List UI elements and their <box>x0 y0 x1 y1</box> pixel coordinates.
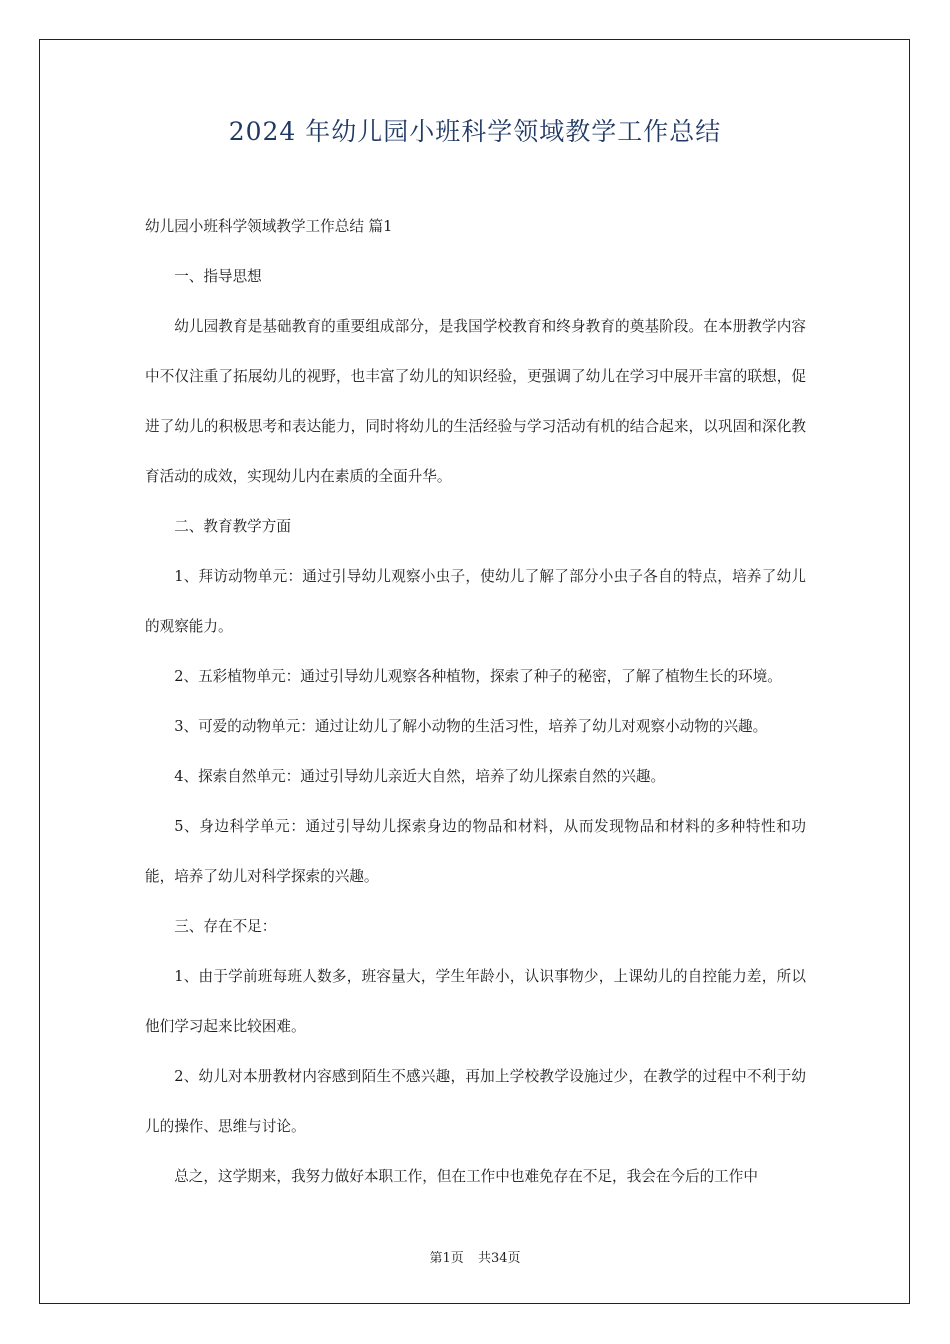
paragraph-item-1: 1、拜访动物单元：通过引导幼儿观察小虫子，使幼儿了解了部分小虫子各自的特点，培养了幼儿的观察能力。 <box>145 568 806 635</box>
paragraph-shortcoming-1: 1、由于学前班每班人数多，班容量大，学生年龄小，认识事物少，上课幼儿的自控能力差，所以他们学习起来比较困难。 <box>145 968 806 1035</box>
heading-shortcomings: 三、存在不足： <box>174 918 277 935</box>
document-title: 2024 年幼儿园小班科学领域教学工作总结 <box>228 117 722 146</box>
paragraph-item-5: 5、身边科学单元：通过引导幼儿探索身边的物品和材料，从而发现物品和材料的多种特性和功能，培养了幼儿对科学探索的兴趣。 <box>145 818 806 885</box>
page-number: 第1页 <box>429 1251 464 1266</box>
page-total: 共34页 <box>477 1251 521 1266</box>
paragraph-intro: 幼儿园教育是基础教育的重要组成部分，是我国学校教育和终身教育的奠基阶段。在本册教学内容中不仅注重了拓展幼儿的视野，也丰富了幼儿的知识经验，更强调了幼儿在学习中展开丰富的联想，促进了幼儿的积极思考和表达能力，同时将幼儿的生活经验与学习活动有机的结合起来，以巩固和深化教育活动的成效，实现幼儿内在素质的全面升华。 <box>145 318 806 485</box>
section-subtitle: 幼儿园小班科学领域教学工作总结 篇1 <box>145 218 393 235</box>
document-body <box>145 202 806 1202</box>
page-footer <box>0 1247 950 1266</box>
heading-guiding-thought: 一、指导思想 <box>174 268 262 285</box>
paragraph-shortcoming-2: 2、幼儿对本册教材内容感到陌生不感兴趣，再加上学校教学设施过少，在教学的过程中不利于幼儿的操作、思维与讨论。 <box>145 1068 806 1135</box>
heading-teaching: 二、教育教学方面 <box>174 518 291 535</box>
paragraph-item-2: 2、五彩植物单元：通过引导幼儿观察各种植物，探索了种子的秘密，了解了植物生长的环境。 <box>174 668 782 685</box>
paragraph-item-4: 4、探索自然单元：通过引导幼儿亲近大自然，培养了幼儿探索自然的兴趣。 <box>174 768 666 785</box>
paragraph-conclusion: 总之，这学期来，我努力做好本职工作，但在工作中也难免存在不足，我会在今后的工作中 <box>174 1168 758 1185</box>
paragraph-item-3: 3、可爱的动物单元：通过让幼儿了解小动物的生活习性，培养了幼儿对观察小动物的兴趣。 <box>174 718 768 735</box>
